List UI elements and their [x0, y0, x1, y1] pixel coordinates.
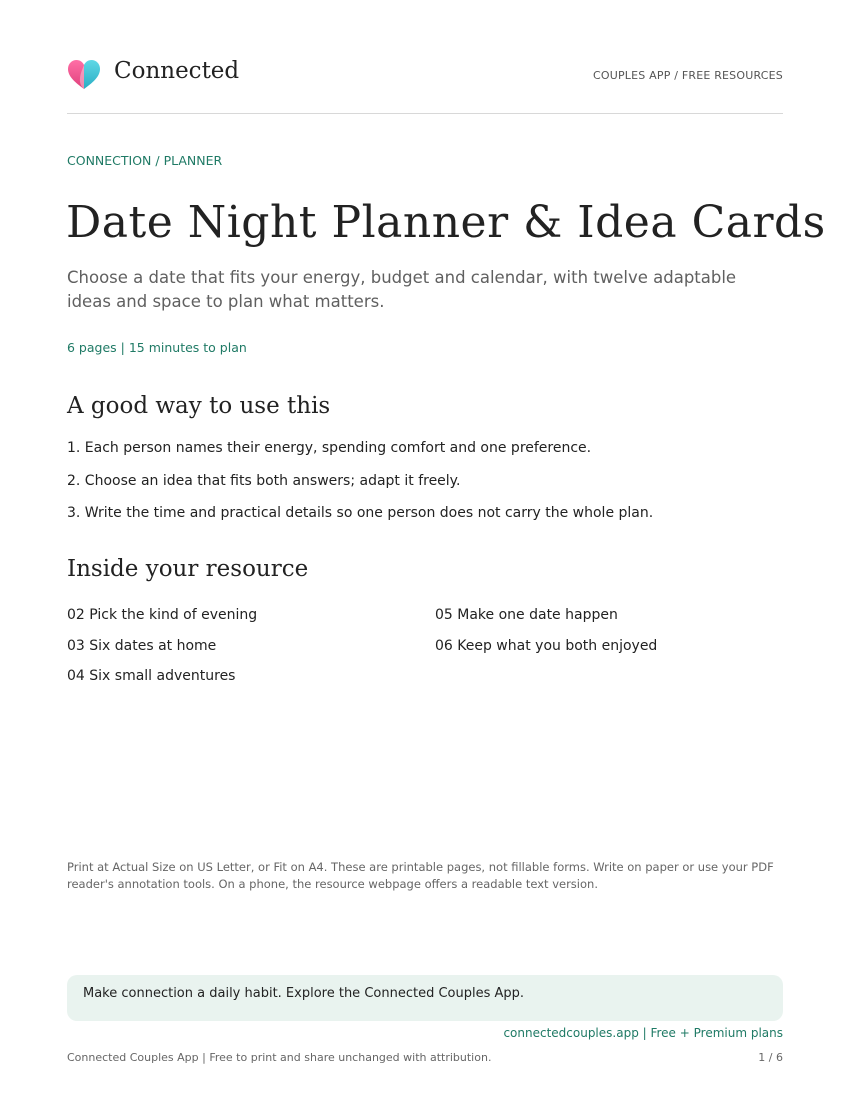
- how-to-steps: [67, 440, 653, 538]
- contents-item: 05 Make one date happen: [435, 607, 618, 623]
- footer-links[interactable]: connectedcouples.app | Free + Premium plans: [503, 1026, 783, 1040]
- page-title: Date Night Planner & Idea Cards: [66, 197, 826, 248]
- app-promo-text: Make connection a daily habit. Explore the Connected Couples App.: [83, 986, 525, 1001]
- page-header: [67, 56, 783, 96]
- footer-attribution: Connected Couples App | Free to print and share unchanged with attribution.: [67, 1051, 492, 1064]
- step-item: 3. Write the time and practical details so one person does not carry the whole plan.: [67, 505, 654, 521]
- breadcrumb[interactable]: CONNECTION / PLANNER: [67, 153, 223, 168]
- resource-meta: 6 pages | 15 minutes to plan: [67, 340, 247, 355]
- step-item: 1. Each person names their energy, spending comfort and one preference.: [67, 440, 592, 456]
- contents-item: 02 Pick the kind of evening: [67, 607, 258, 623]
- how-to-heading: A good way to use this: [67, 393, 331, 419]
- top-nav[interactable]: COUPLES APP / FREE RESOURCES: [592, 69, 783, 82]
- contents-item: 06 Keep what you both enjoyed: [435, 638, 658, 654]
- header-divider: [67, 113, 783, 114]
- print-note: Print at Actual Size on US Letter, or Fit on A4. These are printable pages, not fillable forms. Write on paper or use your PDF reader's annotation tools. On a phone, the resource webpage offers a readable text version.: [67, 860, 774, 891]
- step-item: 2. Choose an idea that fits both answers; adapt it freely.: [67, 472, 461, 489]
- heart-icon: [67, 58, 101, 92]
- contents-item: 03 Six dates at home: [67, 638, 217, 654]
- brand-name: Connected: [114, 58, 240, 84]
- page-subtitle: Choose a date that fits your energy, budget and calendar, with twelve adaptable ideas and space to plan what matters.: [67, 268, 737, 311]
- contents-item: 04 Six small adventures: [67, 668, 236, 684]
- app-promo-banner[interactable]: [67, 975, 783, 1021]
- contents-heading: Inside your resource: [67, 556, 309, 582]
- page-number: 1 / 6: [758, 1051, 783, 1064]
